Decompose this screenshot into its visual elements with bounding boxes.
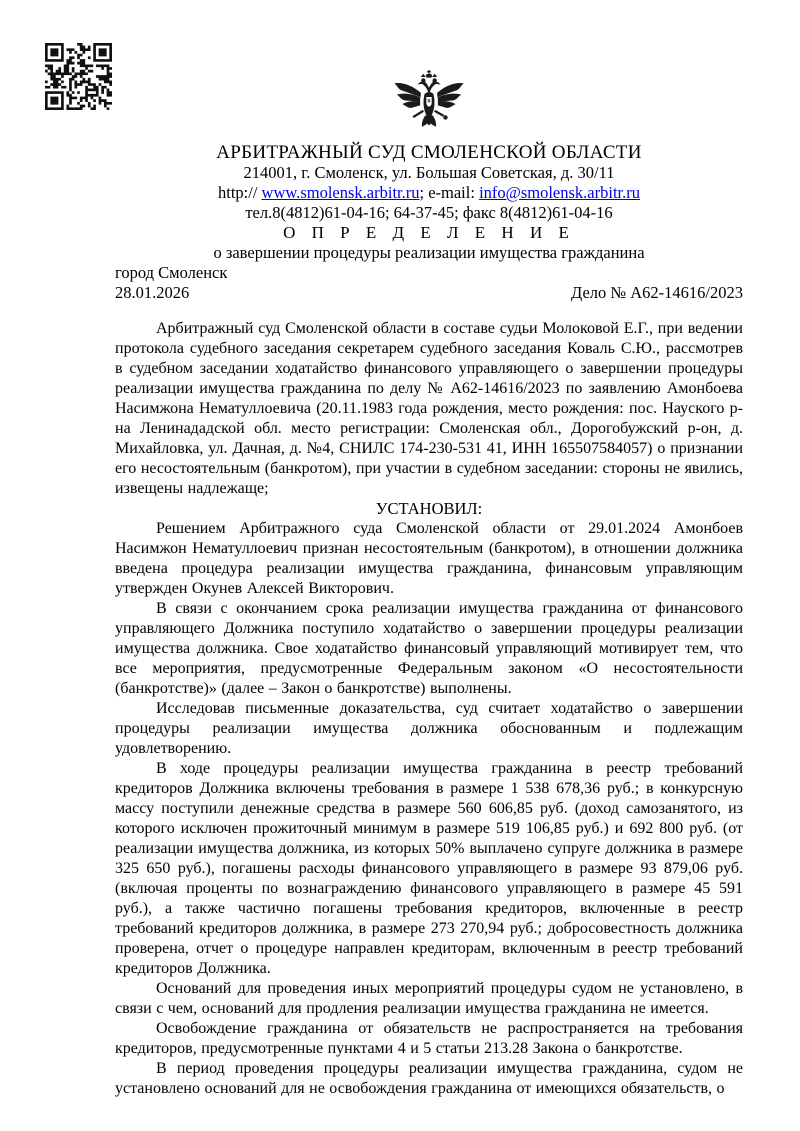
qr-code xyxy=(45,43,112,110)
contact-line xyxy=(115,183,743,203)
email-separator: ; e-mail: xyxy=(419,183,480,202)
decision-date: 28.01.2026 xyxy=(115,283,190,302)
url-prefix: http:// xyxy=(217,183,262,202)
case-number: Дело № А62-14616/2023 xyxy=(570,283,743,302)
intro-paragraph: Арбитражный суд Смоленской области в составе судьи Молоковой Е.Г., при ведении протокола судебного заседания секретарем судебного заседания Коваль С.Ю., рассмотрев в судебном заседании ходатайство финансового управляющего о завершении процедуры реализации имущества гражданина по делу № А62-14616/2023 по заявлению Амонбоева Насимжона Нематуллоевича (20.11.1983 года рождения, место рождения: пос. Науского р-на Ленинададской обл. место регистрации: Смоленская обл., Дорогобужский р-он, д. Михайловка, ул. Дачная, д. №4, СНИЛС 174-230-531 41, ИНН 165507584057) о признании его несостоятельным (банкротом), при участии в судебном заседании: стороны не явились, извещены надлежаще; xyxy=(115,320,743,497)
body-paragraph-5: Оснований для проведения иных мероприятий процедуры судом не установлено, в связи с чем, оснований для продления реализации имущества гражданина не имеется. xyxy=(115,980,743,1017)
qr-code-image xyxy=(45,43,112,110)
resolution-heading: УСТАНОВИЛ: xyxy=(375,499,483,518)
city-line: город Смоленск xyxy=(115,263,228,282)
phone-fax-line: тел.8(4812)61-04-16; 64-37-45; факс 8(4812)61-04-16 xyxy=(245,203,613,222)
body-paragraph-4: В ходе процедуры реализации имущества гражданина в реестр требований кредиторов Должника включены требования в размере 1 538 678,36 руб.; в конкурсную массу поступили денежные средства в размере 560 606,85 руб. (доход самозанятого, из которого исключен прожиточный минимум в размере 519 106,85 руб.) и 692 800 руб. (от реализации имущества должника, из которых 50% выплачено супруге должника в размере 325 650 руб.), погашены расходы финансового управляющего в размере 93 879,06 руб. (включая проценты по вознаграждению финансового управляющего в размере 45 591 руб.), а также частично погашены требования кредиторов, включенные в реестр требований кредиторов должника, в размере 273 270,94 руб.; добросовестность должника проверена, отчет о процедуре направлен кредиторам, включенным в реестр требований кредиторов Должника. xyxy=(115,760,743,977)
body-paragraph-2: В связи с окончанием срока реализации имущества гражданина от финансового управляющего Должника поступило ходатайство о завершении процедуры реализации имущества должника. Свое ходатайство финансовый управляющий мотивирует тем, что все мероприятия, предусмотренные Федеральным законом «О несостоятельности (банкротстве)» (далее – Закон о банкротстве) выполнены. xyxy=(115,600,743,697)
document-type-title: О П Р Е Д Е Л Е Н И Е xyxy=(283,223,575,242)
website-link[interactable]: www.smolensk.arbitr.ru xyxy=(261,183,420,202)
document-header xyxy=(115,143,743,263)
body-paragraph-1: Решением Арбитражного суда Смоленской области от 29.01.2024 Амонбоев Насимжон Нематуллоевич признан несостоятельным (банкротом), в отношении должника введена процедура реализации имущества гражданина, финансовым управляющим утвержден Окунев Алексей Викторович. xyxy=(115,520,743,597)
court-name: АРБИТРАЖНЫЙ СУД СМОЛЕНСКОЙ ОБЛАСТИ xyxy=(216,142,642,163)
document-subtitle: о завершении процедуры реализации имущества гражданина xyxy=(213,243,645,262)
body-paragraph-7: В период проведения процедуры реализации имущества гражданина, судом не установлено оснований для не освобождения гражданина от имеющихся обязательств, о xyxy=(115,1060,743,1097)
double-headed-eagle-emblem-icon xyxy=(391,70,467,137)
body-paragraph-6: Освобождение гражданина от обязательств не распространяется на требования кредиторов, предусмотренные пунктами 4 и 5 статьи 213.28 Закона о банкротстве. xyxy=(115,1020,743,1057)
body-paragraph-3: Исследовав письменные доказательства, суд считает ходатайство о завершении процедуры реализации имущества должника обоснованным и подлежащим удовлетворению. xyxy=(115,700,743,757)
court-address: 214001, г. Смоленск, ул. Большая Советская, д. 30/11 xyxy=(243,163,615,182)
date-case-row xyxy=(115,283,743,303)
email-link[interactable]: info@smolensk.arbitr.ru xyxy=(479,183,640,202)
